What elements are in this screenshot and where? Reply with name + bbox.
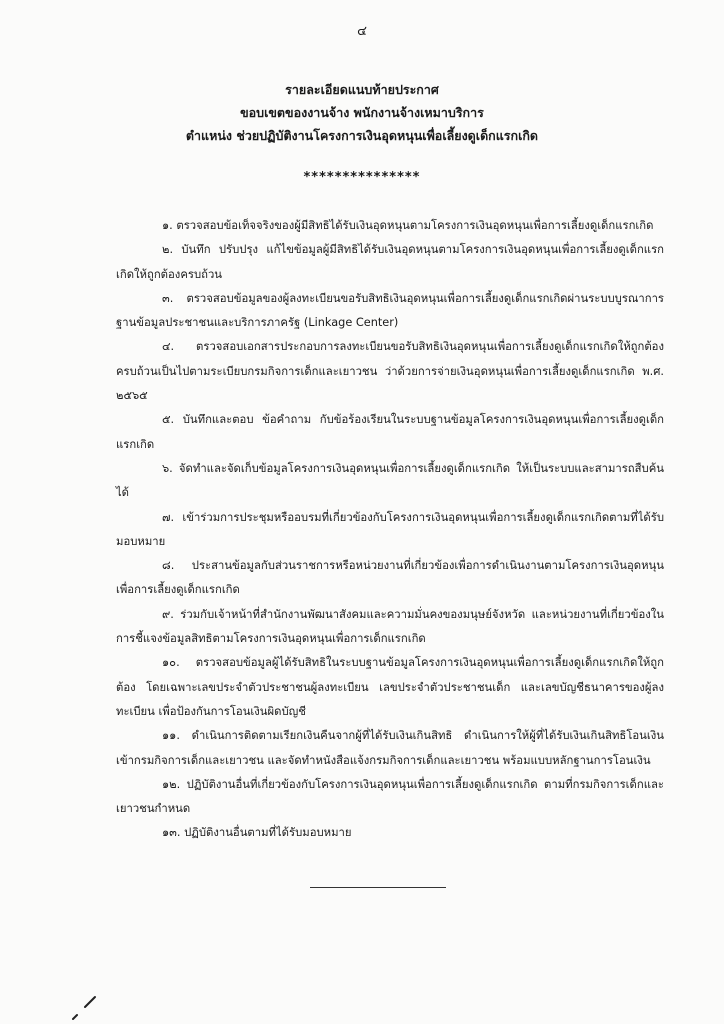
duty-item-3: ๓. ตรวจสอบข้อมูลของผู้ลงทะเบียนขอรับสิทธิเงินอุดหนุนเพื่อการเลี้ยงดูเด็กแรกเกิดผ่านระบบบูรณาการฐานข้อมูลประชาชนและบริการภาครัฐ (Linkage Center) [116, 291, 664, 330]
duty-item-12: ๑๒. ปฏิบัติงานอื่นที่เกี่ยวข้องกับโครงการเงินอุดหนุนเพื่อการเลี้ยงดูเด็กแรกเกิด ตามที่กรมกิจการเด็กและเยาวชนกำหนด [116, 777, 664, 816]
duty-item-1: ๑. ตรวจสอบข้อเท็จจริงของผู้มีสิทธิได้รับเงินอุดหนุนตามโครงการเงินอุดหนุนเพื่อการเลี้ยงดูเด็กแรกเกิด [162, 219, 654, 232]
duty-item-6: ๖. จัดทำและจัดเก็บข้อมูลโครงการเงินอุดหนุนเพื่อการเลี้ยงดูเด็กแรกเกิด ให้เป็นระบบและสามารถสืบค้นได้ [116, 461, 664, 500]
duty-item-2: ๒. บันทึก ปรับปรุง แก้ไขข้อมูลผู้มีสิทธิได้รับเงินอุดหนุนตามโครงการเงินอุดหนุนเพื่อการเลี้ยงดูเด็กแรกเกิดให้ถูกต้องครบถ้วน [116, 243, 664, 281]
duty-item-4: ๔. ตรวจสอบเอกสารประกอบการลงทะเบียนขอรับสิทธิเงินอุดหนุนเพื่อการเลี้ยงดูเด็กแรกเกิดให้ถูกต้องครบถ้วนเป็นไปตามระเบียบกรมกิจการเด็กและเยาวชน ว่าด้วยการจ่ายเงินอุดหนุนเพื่อการเลี้ยงดูเด็กแรกเกิด พ.ศ. ๒๕๖๕ [116, 340, 664, 403]
separator-asterisks: *************** [303, 170, 421, 185]
duty-item-7: ๗. เข้าร่วมการประชุมหรืออบรมที่เกี่ยวข้องกับโครงการเงินอุดหนุนเพื่อการเลี้ยงดูเด็กแรกเกิดตามที่ได้รับมอบหมาย [116, 510, 664, 548]
duty-item-5: ๕. บันทึกและตอบ ข้อคำถาม กับข้อร้องเรียนในระบบฐานข้อมูลโครงการเงินอุดหนุนเพื่อการเลี้ยงดูเด็กแรกเกิด [116, 413, 664, 451]
document-subtitle-position: ตำแหน่ง ช่วยปฏิบัติงานโครงการเงินอุดหนุนเพื่อเลี้ยงดูเด็กแรกเกิด [185, 128, 539, 143]
document-subtitle-scope: ขอบเขตของงานจ้าง พนักงานจ้างเหมาบริการ [240, 105, 484, 120]
pen-mark [71, 995, 105, 1021]
end-divider-line [310, 887, 446, 888]
duty-list [116, 214, 664, 846]
duty-item-9: ๙. ร่วมกับเจ้าหน้าที่สำนักงานพัฒนาสังคมและความมั่นคงของมนุษย์จังหวัด และหน่วยงานที่เกี่ยวข้องในการชี้แจงข้อมูลสิทธิตามโครงการเงินอุดหนุนเพื่อการเด็กแรกเกิด [116, 607, 664, 646]
duty-item-8: ๘. ประสานข้อมูลกับส่วนราชการหรือหน่วยงานที่เกี่ยวข้องเพื่อการดำเนินงานตามโครงการเงินอุดหนุนเพื่อการเลี้ยงดูเด็กแรกเกิด [116, 559, 664, 597]
duty-item-11: ๑๑. ดำเนินการติดตามเรียกเงินคืนจากผู้ที่ได้รับเงินเกินสิทธิ ดำเนินการให้ผู้ที่ได้รับเงินเกินสิทธิโอนเงินเข้ากรมกิจการเด็กและเยาวชน และจัดทำหนังสือแจ้งกรมกิจการเด็กและเยาวชน พร้อมแบบหลักฐานการโอนเงิน [116, 729, 664, 767]
document-title: รายละเอียดแนบท้ายประกาศ [285, 82, 439, 97]
duty-item-10: ๑๐. ตรวจสอบข้อมูลผู้ได้รับสิทธิในระบบฐานข้อมูลโครงการเงินอุดหนุนเพื่อการเลี้ยงดูเด็กแรกเกิดให้ถูกต้อง โดยเฉพาะเลขประจำตัวประชาชนผู้ลงทะเบียน เลขประจำตัวประชาชนเด็ก และเลขบัญชีธนาคารของผู้ลงทะเบียน เพื่อป้องกันการโอนเงินผิดบัญชี [116, 656, 664, 718]
duty-item-13: ๑๓. ปฏิบัติงานอื่นตามที่ได้รับมอบหมาย [162, 826, 352, 840]
page-number: ๔ [357, 24, 367, 39]
